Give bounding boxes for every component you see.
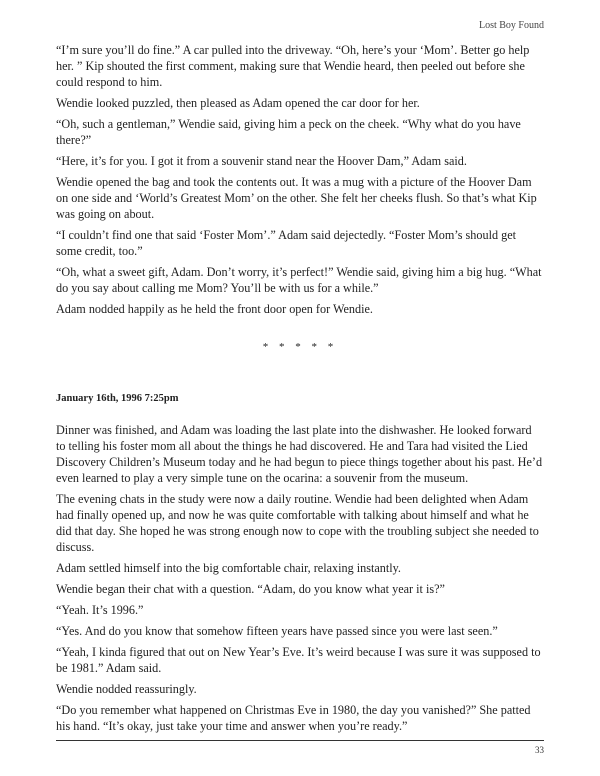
page-number: 33 xyxy=(535,745,544,755)
paragraph: The evening chats in the study were now a daily routine. Wendie had been delighted when Adam had finally opened up, and now he was quite comfortable with talking about himself and what he did that day. She hoped he was strong enough now to cope with the troubling subject she needed to discuss. xyxy=(56,492,539,554)
paragraph: “I’m sure you’ll do fine.” A car pulled into the driveway. “Oh, here’s your ‘Mom’. Better go help her. ” Kip shouted the first comment, making sure that Wendie heard, then peeled out before she could respond to him. xyxy=(56,43,530,89)
paragraph: “Yeah, I kinda figured that out on New Year’s Eve. It’s weird because I was sure it was supposed to be 1981.” Adam said. xyxy=(56,645,541,675)
paragraph: “I couldn’t find one that said ‘Foster Mom’.” Adam said dejectedly. “Foster Mom’s should get some credit, too.” xyxy=(56,228,516,258)
paragraph: Wendie opened the bag and took the contents out. It was a mug with a picture of the Hoover Dam on one side and ‘World’s Greatest Mom’ on the other. She felt her cheeks flush. So that’s what Kip was going on about. xyxy=(56,175,537,221)
scene-break: * * * * * xyxy=(262,341,338,353)
running-title: Lost Boy Found xyxy=(478,20,544,31)
paragraph: “Yes. And do you know that somehow fifteen years have passed since you were last seen.” xyxy=(56,624,498,638)
paragraph: “Yeah. It’s 1996.” xyxy=(56,603,144,617)
paragraph: Wendie began their chat with a question. “Adam, do you know what year it is?” xyxy=(56,582,445,596)
paragraph: Adam nodded happily as he held the front door open for Wendie. xyxy=(56,302,373,316)
body-text xyxy=(56,42,544,739)
paragraph: “Oh, such a gentleman,” Wendie said, giving him a peck on the cheek. “Why what do you have there?” xyxy=(56,117,521,147)
footer-divider xyxy=(56,740,544,741)
paragraph: “Do you remember what happened on Christmas Eve in 1980, the day you vanished?” She patted his hand. “It’s okay, just take your time and answer when you’re ready.” xyxy=(56,703,531,733)
paragraph: Dinner was finished, and Adam was loading the last plate into the dishwasher. He looked forward to telling his foster mom all about the things he had discovered. He and Tara had visited the Lied Discovery Children’s Museum today and he had begun to piece things together about his past. He’d even learned to play a very simple tune on the ocarina: a souvenir from the museum. xyxy=(56,423,543,485)
paragraph: Adam settled himself into the big comfortable chair, relaxing instantly. xyxy=(56,561,401,575)
paragraph: Wendie looked puzzled, then pleased as Adam opened the car door for her. xyxy=(56,96,420,110)
paragraph: Wendie nodded reassuringly. xyxy=(56,682,197,696)
paragraph: “Oh, what a sweet gift, Adam. Don’t worry, it’s perfect!” Wendie said, giving him a big hug. “What do you say about calling me Mom? You’ll be with us for a while.” xyxy=(56,265,542,295)
paragraph: “Here, it’s for you. I got it from a souvenir stand near the Hoover Dam,” Adam said. xyxy=(56,154,467,168)
section-date-heading: January 16th, 1996 7:25pm xyxy=(56,393,179,404)
